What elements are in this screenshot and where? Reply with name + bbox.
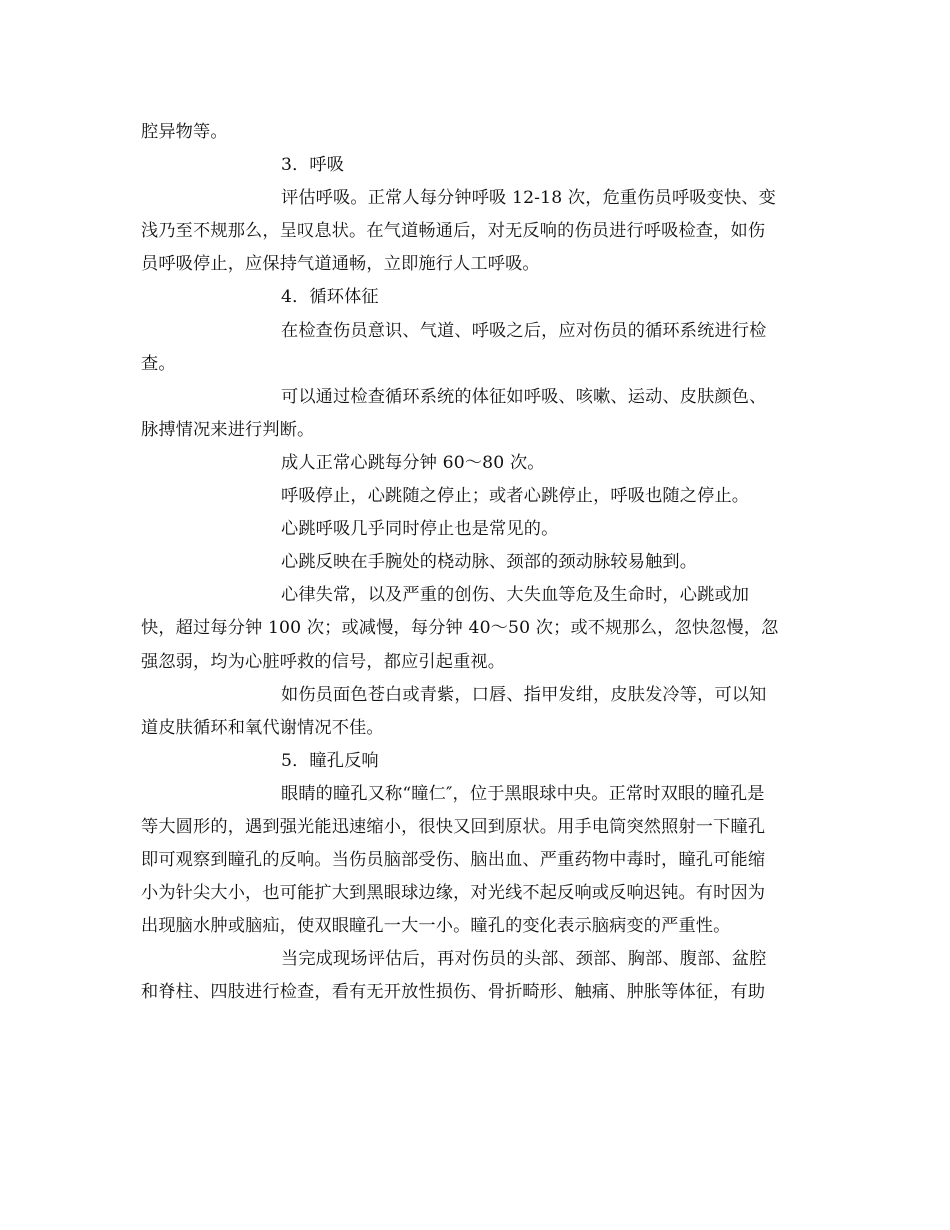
text-line: 心律失常，以及严重的创伤、大失血等危及生命时，心跳或加 (281, 585, 750, 606)
text-line: 心跳反映在手腕处的桡动脉、颈部的颈动脉较易触到。 (281, 552, 698, 573)
text-line: 和脊柱、四肢进行检查，看有无开放性损伤、骨折畸形、触痛、肿胀等体征，有助 (141, 982, 766, 1003)
text-line: 可以通过检查循环系统的体征如呼吸、咳嗽、运动、皮肤颜色、 (281, 386, 767, 407)
text-line: 成人正常心跳每分钟 60～80 次。 (281, 452, 545, 473)
text-line: 呼吸停止，心跳随之停止；或者心跳停止，呼吸也随之停止。 (281, 486, 750, 507)
text-line: 4．循环体征 (281, 287, 379, 308)
text-line: 眼睛的瞳孔又称“瞳仁″，位于黑眼球中央。正常时双眼的瞳孔是 (281, 783, 765, 804)
text-line: 3．呼吸 (281, 155, 345, 176)
text-line: 浅乃至不规那么，呈叹息状。在气道畅通后，对无反响的伤员进行呼吸检查，如伤 (141, 221, 766, 242)
text-line: 当完成现场评估后，再对伤员的头部、颈部、胸部、腹部、盆腔 (281, 949, 767, 970)
text-line: 快，超过每分钟 100 次；或减慢，每分钟 40～50 次；或不规那么，忽快忽慢，忽 (141, 618, 779, 639)
text-line: 强忽弱，均为心脏呼救的信号，都应引起重视。 (141, 651, 506, 672)
text-line: 出现脑水肿或脑疝，使双眼瞳孔一大一小。瞳孔的变化表示脑病变的严重性。 (141, 916, 731, 937)
text-line: 心跳呼吸几乎同时停止也是常见的。 (281, 519, 559, 540)
text-line: 员呼吸停止，应保持气道通畅，立即施行人工呼吸。 (141, 254, 540, 275)
text-line: 等大圆形的，遇到强光能迅速缩小，很快又回到原状。用手电筒突然照射一下瞳孔 (141, 816, 766, 837)
text-line: 道皮肤循环和氧代谢情况不佳。 (141, 717, 384, 738)
text-line: 查。 (141, 353, 176, 374)
text-line: 在检查伤员意识、气道、呼吸之后，应对伤员的循环系统进行检 (281, 320, 767, 341)
text-line: 5．瞳孔反响 (281, 750, 379, 771)
text-line: 小为针尖大小，也可能扩大到黑眼球边缘，对光线不起反响或反响迟钝。有时因为 (141, 883, 766, 904)
text-line: 如伤员面色苍白或青紫，口唇、指甲发绀，皮肤发冷等，可以知 (281, 684, 767, 705)
text-line: 脉搏情况来进行判断。 (141, 419, 315, 440)
document-body (141, 116, 801, 1010)
text-line: 即可观察到瞳孔的反响。当伤员脑部受伤、脑出血、严重药物中毒时，瞳孔可能缩 (141, 850, 766, 871)
text-line: 腔异物等。 (141, 122, 228, 142)
text-line: 评估呼吸。正常人每分钟呼吸 12-18 次，危重伤员呼吸变快、变 (281, 188, 776, 209)
